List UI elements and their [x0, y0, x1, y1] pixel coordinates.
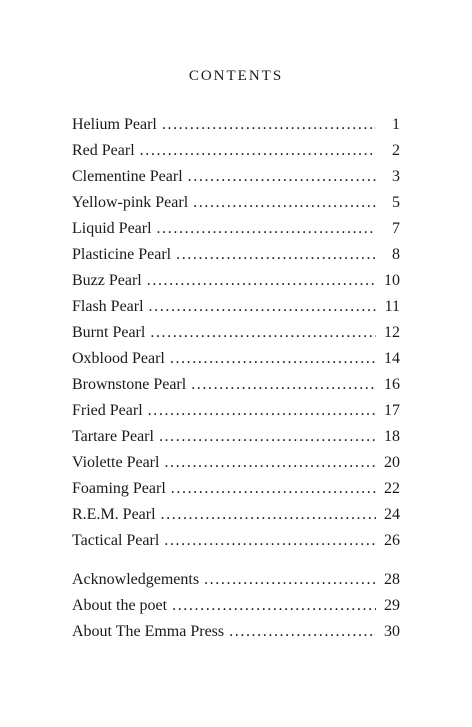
dot-leader [193, 190, 376, 216]
toc-entry-title: Tactical Pearl [72, 532, 160, 549]
toc-entry [72, 216, 400, 242]
toc-entry-title: R.E.M. Pearl [72, 506, 156, 523]
toc-entry [72, 502, 400, 528]
toc-entry [72, 320, 400, 346]
dot-leader [164, 450, 376, 476]
dot-leader [150, 320, 376, 346]
toc-entry [72, 242, 400, 268]
toc-entry [72, 346, 400, 372]
toc-entry-title: Brownstone Pearl [72, 376, 187, 393]
dot-leader [162, 112, 376, 138]
toc-entry [72, 567, 400, 593]
toc-entry-page-number: 28 [384, 571, 400, 588]
toc-entry [72, 190, 400, 216]
dot-leader [204, 567, 376, 593]
toc-entry-title: Buzz Pearl [72, 272, 142, 289]
toc-entry [72, 398, 400, 424]
toc-entry-page-number: 20 [384, 454, 400, 471]
dot-leader [170, 346, 376, 372]
toc-entry-page-number: 1 [392, 116, 400, 133]
toc-entry-page-number: 26 [384, 532, 400, 549]
toc-entry-page-number: 5 [392, 194, 400, 211]
toc-back-matter-list [72, 567, 400, 645]
toc-entry-title: Liquid Pearl [72, 220, 152, 237]
toc-entry-page-number: 16 [384, 376, 400, 393]
toc-entry [72, 138, 400, 164]
toc-entry [72, 450, 400, 476]
toc-entry [72, 619, 400, 645]
dot-leader [164, 528, 376, 554]
toc-entry-page-number: 17 [384, 402, 400, 419]
toc-entry-title: Acknowledgements [72, 571, 200, 588]
toc-entry-page-number: 29 [384, 597, 400, 614]
dot-leader [157, 216, 376, 242]
contents-heading: CONTENTS [188, 68, 284, 84]
toc-entry [72, 372, 400, 398]
toc-entry-title: Yellow-pink Pearl [72, 194, 189, 211]
toc-entry-title: Fried Pearl [72, 402, 143, 419]
toc-entry-title: Helium Pearl [72, 116, 157, 133]
toc-entry-title: Flash Pearl [72, 298, 144, 315]
toc-entry [72, 112, 400, 138]
toc-entry-title: About the poet [72, 597, 168, 614]
toc-entry-page-number: 30 [384, 623, 400, 640]
dot-leader [159, 424, 376, 450]
dot-leader [147, 268, 376, 294]
dot-leader [148, 398, 376, 424]
toc-entry-page-number: 22 [384, 480, 400, 497]
dot-leader [172, 593, 376, 619]
toc-entry-page-number: 10 [384, 272, 400, 289]
toc-entry-title: Violette Pearl [72, 454, 160, 471]
toc-entry-page-number: 18 [384, 428, 400, 445]
toc-entry-title: Burnt Pearl [72, 324, 146, 341]
toc-entry-page-number: 7 [392, 220, 400, 237]
dot-leader [188, 164, 376, 190]
toc-entry-page-number: 24 [384, 506, 400, 523]
toc-entry-page-number: 12 [384, 324, 400, 341]
toc-entry-title: Plasticine Pearl [72, 246, 172, 263]
dot-leader [149, 294, 376, 320]
toc-main-list [72, 112, 400, 554]
toc-entry-page-number: 11 [384, 298, 400, 315]
toc-entry-page-number: 8 [392, 246, 400, 263]
dot-leader [140, 138, 376, 164]
toc-entry [72, 593, 400, 619]
toc-entry-title: Foaming Pearl [72, 480, 166, 497]
toc-entry-title: Oxblood Pearl [72, 350, 165, 367]
toc-entry-page-number: 2 [392, 142, 400, 159]
toc-entry [72, 164, 400, 190]
toc-entry [72, 528, 400, 554]
dot-leader [171, 476, 376, 502]
toc-entry [72, 476, 400, 502]
toc-entry-title: Clementine Pearl [72, 168, 183, 185]
toc-entry [72, 294, 400, 320]
dot-leader [229, 619, 376, 645]
toc-entry-page-number: 3 [392, 168, 400, 185]
toc-entry-title: Tartare Pearl [72, 428, 154, 445]
dot-leader [176, 242, 376, 268]
toc-entry-page-number: 14 [384, 350, 400, 367]
toc-entry [72, 268, 400, 294]
toc-entry [72, 424, 400, 450]
dot-leader [191, 372, 376, 398]
dot-leader [161, 502, 376, 528]
toc-entry-title: Red Pearl [72, 142, 135, 159]
toc-entry-title: About The Emma Press [72, 623, 225, 640]
